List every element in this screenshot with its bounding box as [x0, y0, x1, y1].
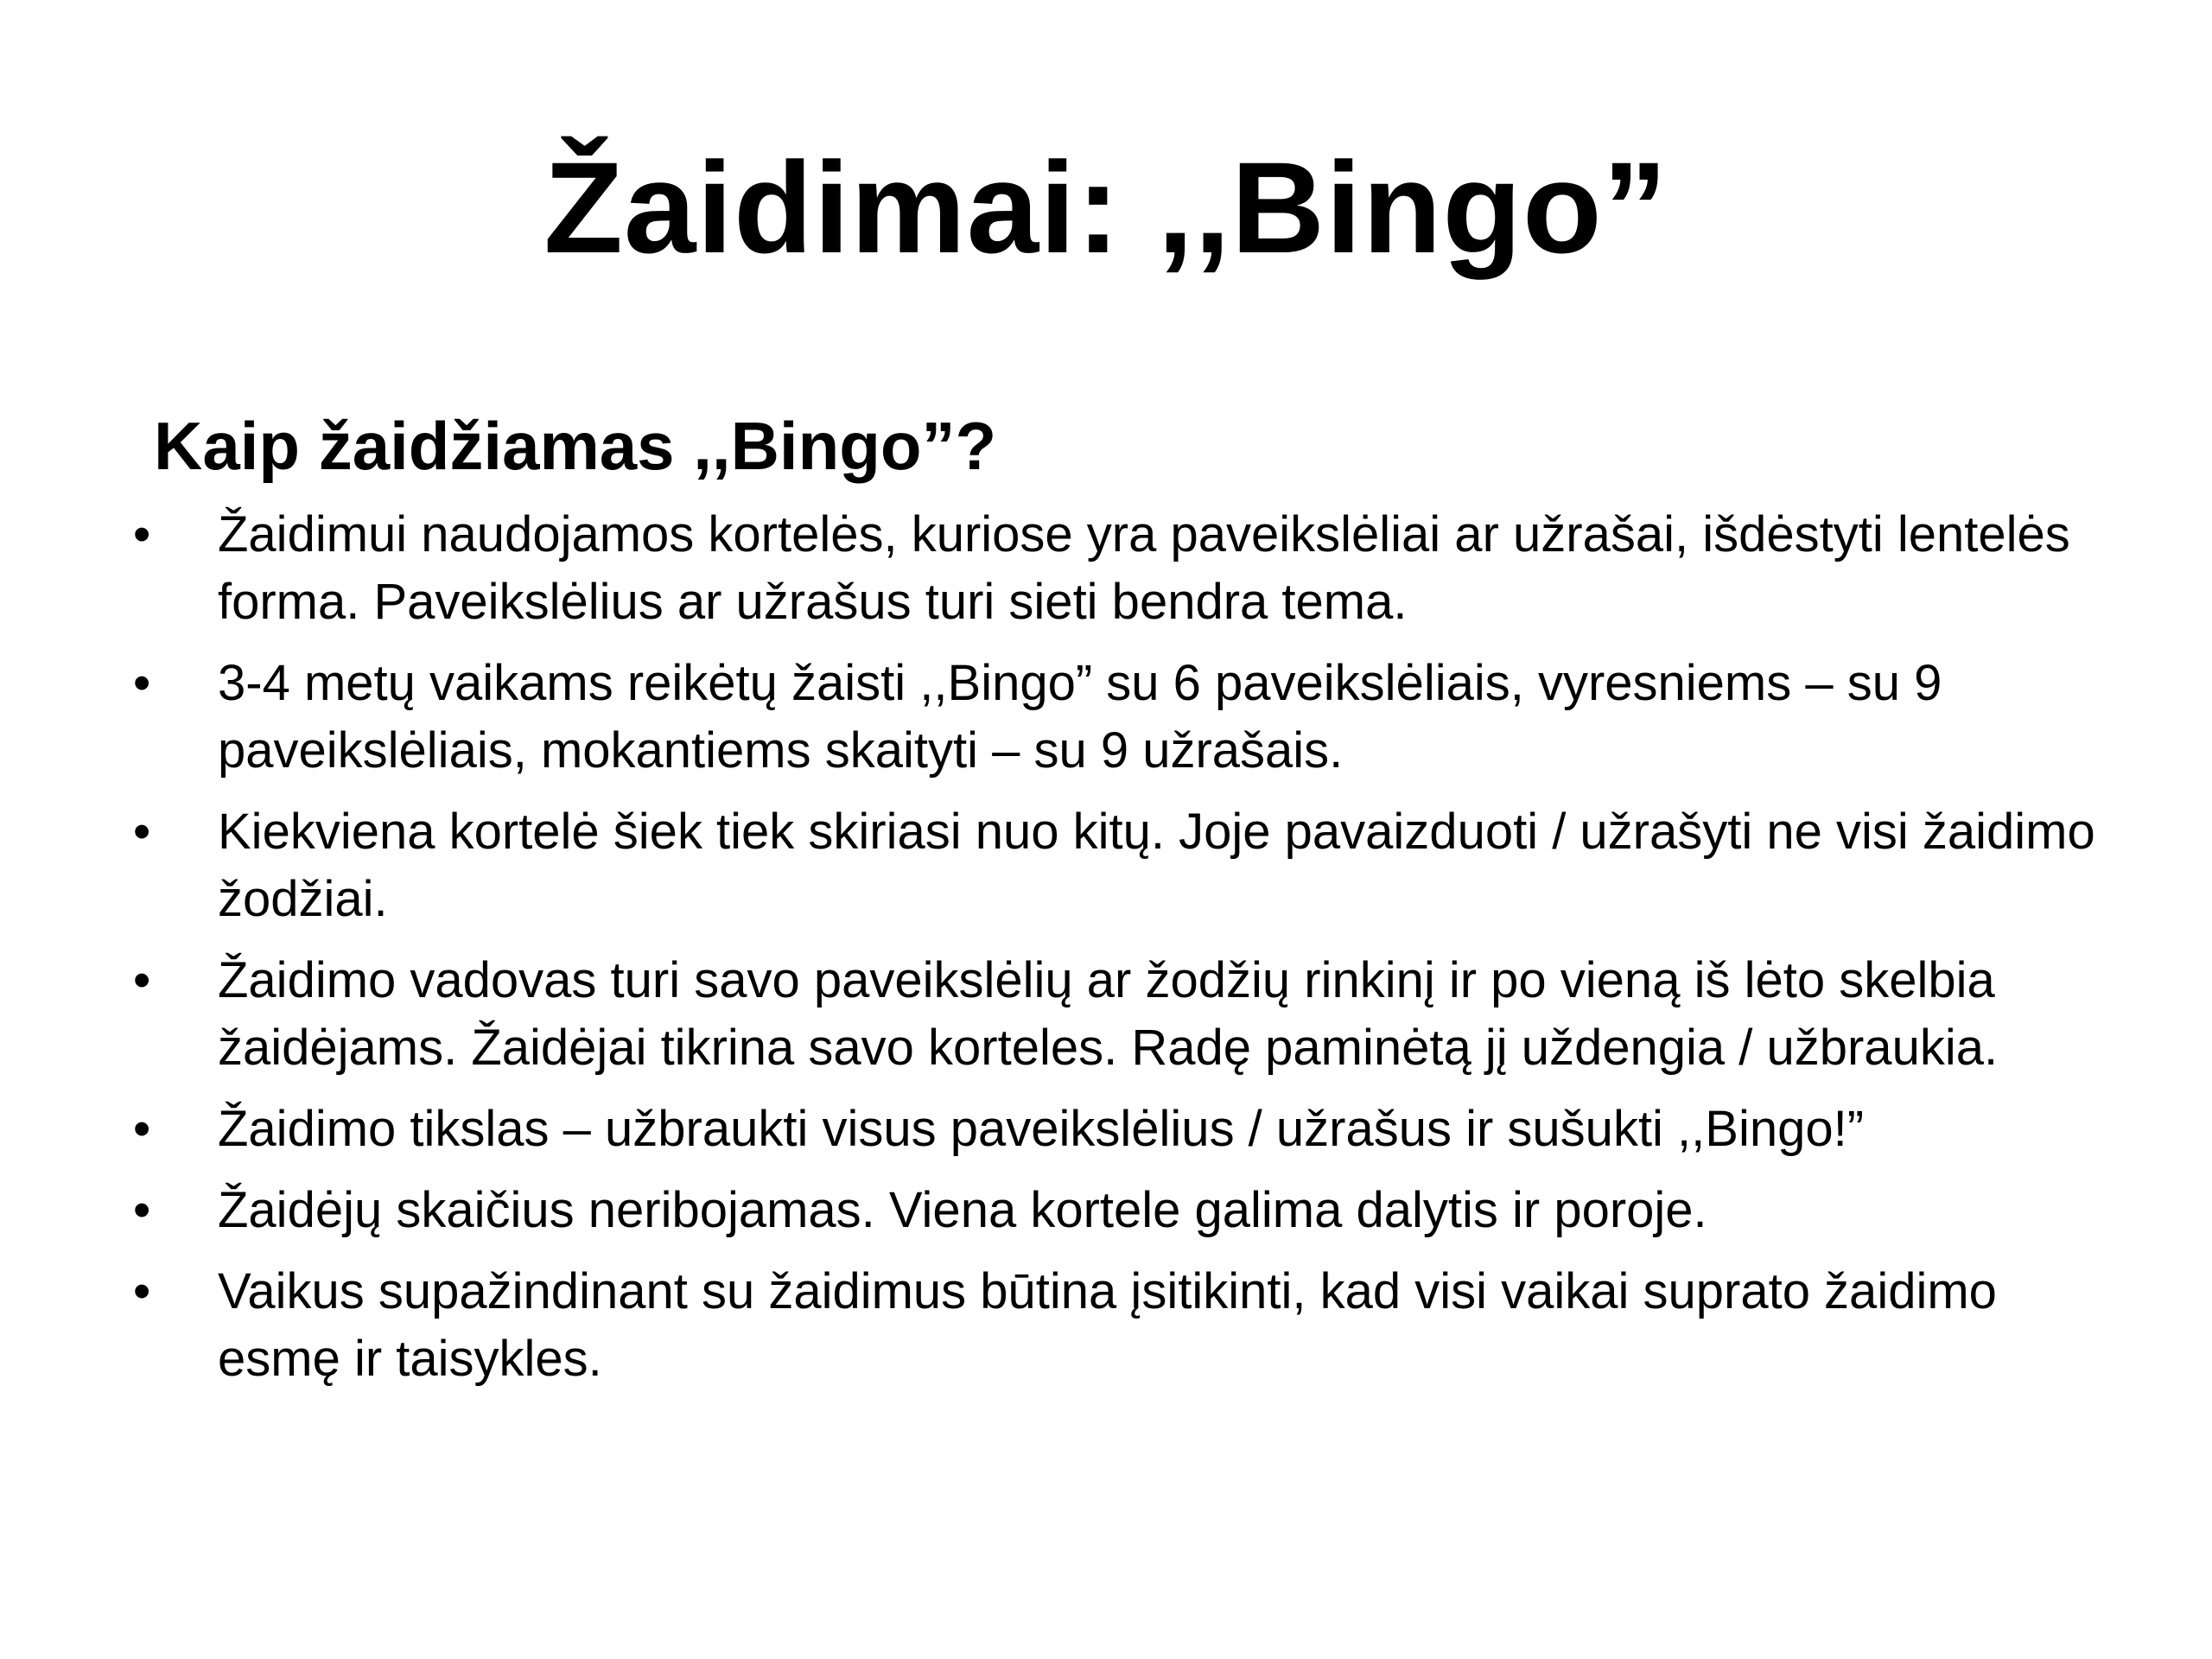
- bullet-text: Vaikus supažindinant su žaidimus būtina įsitikinti, kad visi vaikai suprato žaidimo esmę ir taisykles.: [218, 1263, 1997, 1387]
- bullet-dot-icon: •: [133, 1101, 151, 1157]
- bullet-text: 3-4 metų vaikams reikėtų žaisti ,,Bingo” su 6 paveikslėliais, vyresniems – su 9 paveikslėliais, mokantiems skaityti – su 9 užrašais.: [218, 655, 1942, 779]
- bullet-item: [130, 947, 2117, 1082]
- bullet-text: Žaidimui naudojamos kortelės, kuriose yra paveikslėliai ar užrašai, išdėstyti lentelės forma. Paveikslėlius ar užrašus turi sieti bendra tema.: [218, 506, 2070, 630]
- bullet-dot-icon: •: [133, 506, 151, 563]
- bullet-item: [130, 1258, 2117, 1393]
- bullet-item: [130, 501, 2117, 636]
- bullet-dot-icon: •: [133, 1263, 151, 1319]
- bullet-dot-icon: •: [133, 952, 151, 1008]
- slide-title: Žaidimai: ,,Bingo”: [543, 135, 1669, 280]
- bullet-text: Žaidėjų skaičius neribojamas. Viena kortele galima dalytis ir poroje.: [218, 1182, 1707, 1238]
- slide-subtitle: Kaip žaidžiamas ,,Bingo”?: [154, 408, 997, 484]
- bullet-text: Žaidimo vadovas turi savo paveikslėlių ar žodžių rinkinį ir po vieną iš lėto skelbia žaidėjams. Žaidėjai tikrina savo korteles. Radę paminėtą jį uždengia / užbraukia.: [218, 952, 1999, 1076]
- bullet-item: [130, 1177, 2117, 1244]
- bullet-item: [130, 650, 2117, 785]
- bullet-item: [130, 798, 2117, 933]
- bullet-dot-icon: •: [133, 1182, 151, 1238]
- bullet-list: [130, 501, 2117, 1407]
- bullet-dot-icon: •: [133, 804, 151, 860]
- bullet-dot-icon: •: [133, 655, 151, 711]
- bullet-text: Kiekviena kortelė šiek tiek skiriasi nuo kitų. Joje pavaizduoti / užrašyti ne visi žaidimo žodžiai.: [218, 804, 2095, 927]
- bullet-item: [130, 1096, 2117, 1163]
- bullet-text: Žaidimo tikslas – užbraukti visus paveikslėlius / užrašus ir sušukti ,,Bingo!”: [218, 1101, 1865, 1157]
